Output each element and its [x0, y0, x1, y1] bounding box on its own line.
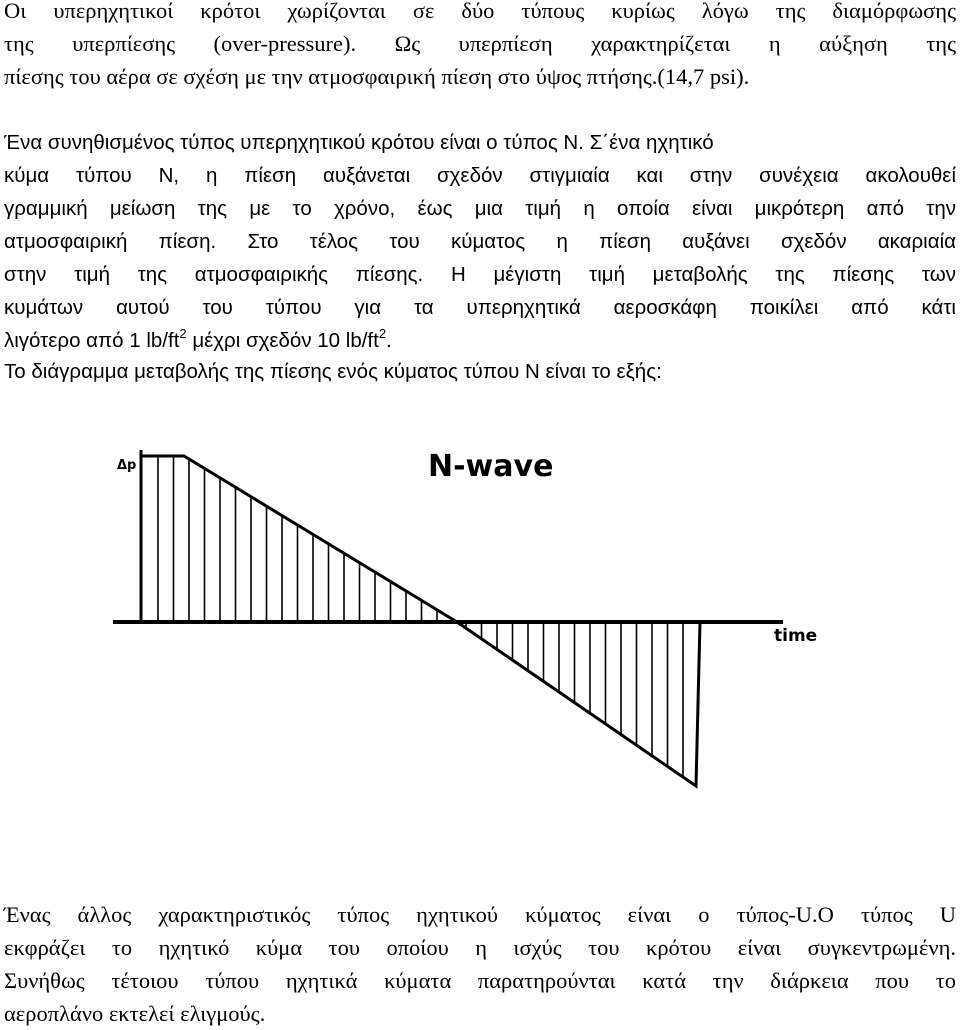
nwave-paragraph [4, 126, 956, 324]
uwave-line-4: αεροπλάνο εκτελεί ελιγμούς. [4, 1001, 266, 1026]
intro-line-1: Οι υπερηχητικοί κρότοι χωρίζονται σε δύο τύπους κυρίως λόγω της διαμόρφωσης [4, 0, 956, 23]
nwave-line-7b: μέχρι σχεδόν 10 lb/ft [186, 329, 379, 352]
superscript: 2 [179, 326, 187, 341]
nwave-line-6: κυμάτων αυτού του τύπου για τα υπερηχητικά αεροσκάφη ποικίλει από κάτι [4, 296, 956, 319]
figure-title: N-wave [428, 449, 554, 484]
hatch-lines [158, 456, 683, 777]
uwave-line-3: Συνήθως τέτοιου τύπου ηχητικά κύματα παρατηρούνται κατά την διάρκεια που το [4, 968, 956, 993]
nwave-diagram [86, 388, 931, 833]
nwave-line-1: Ένα συνηθισμένος τύπος υπερηχητικού κρότου είναι ο τύπος Ν. Σ΄ένα ηχητικό [4, 131, 714, 154]
nwave-line-5: στην τιμή της ατμοσφαιρικής πίεσης. Η μέγιστη τιμή μεταβολής της πίεσης των [4, 263, 956, 286]
y-axis-label: Δp [117, 458, 137, 473]
uwave-paragraph [4, 898, 956, 1030]
uwave-line-1: Ένας άλλος χαρακτηριστικός τύπος ηχητικού κύματος είναι ο τύπος-U.Ο τύπος U [4, 902, 956, 927]
nwave-line-2: κύμα τύπου Ν, η πίεση αυξάνεται σχεδόν στιγμιαία και στην συνέχεια ακολουθεί [4, 164, 956, 187]
nwave-svg [86, 388, 931, 833]
diagram-intro [4, 355, 956, 388]
nwave-line-7c: . [386, 329, 392, 352]
nwave-line-7 [4, 324, 956, 357]
uwave-line-2: εκφράζει το ηχητικό κύμα του οποίου η ισχύς του κρότου είναι συγκεντρωμένη. [4, 935, 956, 960]
nwave-line-3: γραμμική μείωση της με το χρόνο, έως μια τιμή η οποία είναι μικρότερη από την [4, 197, 956, 220]
intro-line-2: της υπερπίεσης (over-pressure). Ως υπερπίεση χαρακτηρίζεται η αύξηση της [4, 31, 956, 56]
intro-line-3: πίεσης του αέρα σε σχέση με την ατμοσφαιρική πίεση στο ύψος πτήσης.(14,7 psi). [4, 64, 750, 89]
nwave-line-4: ατμοσφαιρική πίεση. Στο τέλος του κύματος η πίεση αυξάνει σχεδόν ακαριαία [4, 230, 956, 253]
superscript: 2 [378, 326, 387, 341]
diagram-intro-text: Το διάγραμμα μεταβολής της πίεσης ενός κύματος τύπου Ν είναι το εξής: [4, 360, 662, 383]
intro-paragraph [4, 0, 956, 93]
nwave-line-7a: λιγότερο από 1 lb/ft [4, 329, 180, 352]
x-axis-label: time [774, 626, 818, 646]
negative-phase-outline [457, 622, 700, 786]
